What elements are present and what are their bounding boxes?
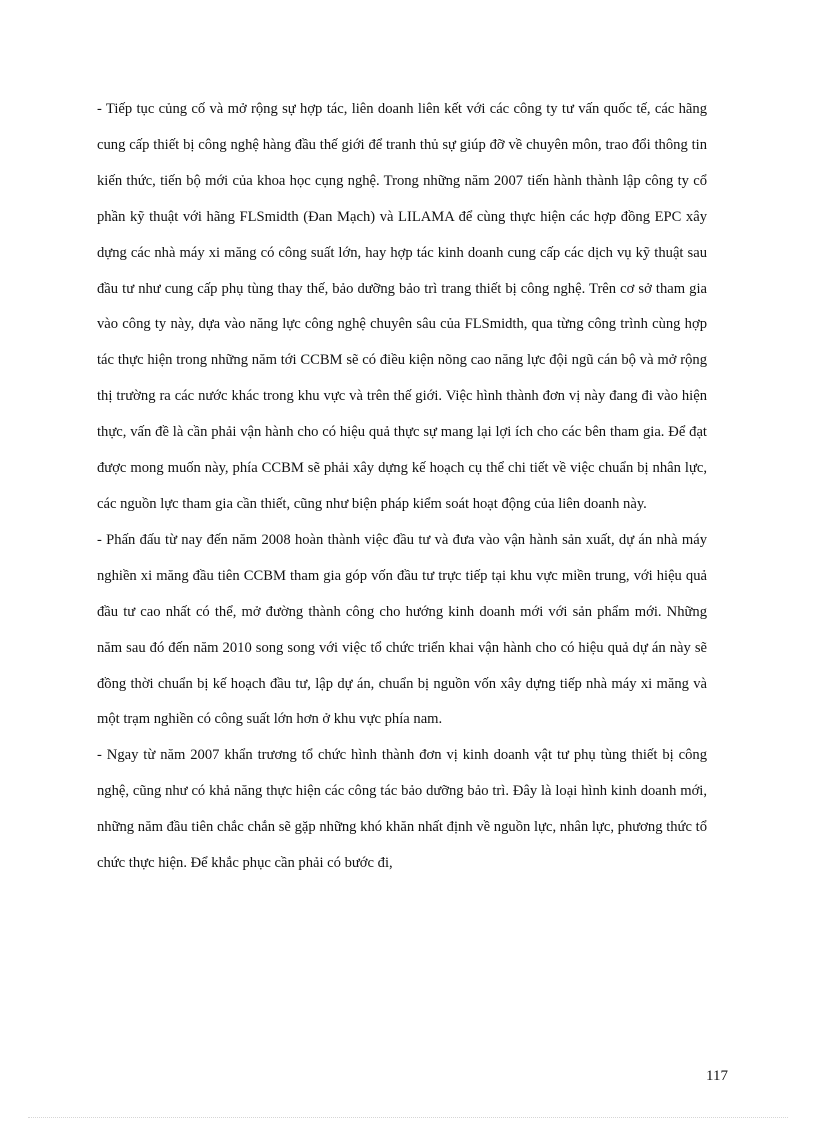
page-number: 117 — [706, 1068, 728, 1084]
paragraph-cooperation: - Tiếp tục củng cố và mở rộng sự hợp tác, liên doanh liên kết với các công ty tư vấn quốc tế, các hãng cung cấp thiết bị công nghệ hàng đầu thế giới để tranh thủ sự giúp đỡ về chuyên môn, trao đổi thông tin kiến thức, tiến bộ mới của khoa học cụng nghệ. Trong những năm 2007 tiến hành thành lập công ty cổ phần kỹ thuật với hãng FLSmidth (Đan Mạch) và LILAMA để cùng thực hiện các hợp đồng EPC xây dựng các nhà máy xi măng có công suất lớn, hay hợp tác kinh doanh cung cấp các dịch vụ kỹ thuật sau đầu tư như cung cấp phụ tùng thay thế, bảo dưỡng bảo trì trang thiết bị công nghệ. Trên cơ sở tham gia vào công ty này, dựa vào năng lực công nghệ chuyên sâu của FLSmidth, qua từng công trình cùng hợp tác thực hiện trong những năm tới CCBM sẽ có điều kiện nõng cao năng lực đội ngũ cán bộ và mở rộng thị trường ra các nước khác trong khu vực và trên thế giới. Việc hình thành đơn vị này đang đi vào hiện thực, vấn đề là cần phải vận hành cho có hiệu quả thực sự mang lại lợi ích cho các bên tham gia. Để đạt được mong muốn này, phía CCBM sẽ phải xây dựng kế hoạch cụ thể chi tiết về việc chuẩn bị nhân lực, các nguồn lực tham gia cần thiết, cũng như biện pháp kiểm soát hoạt động của liên doanh này. — [97, 101, 707, 512]
page-bottom-border — [28, 1117, 788, 1118]
paragraph-spare-parts: - Ngay từ năm 2007 khẩn trương tổ chức hình thành đơn vị kinh doanh vật tư phụ tùng thiết bị công nghệ, cũng như có khả năng thực hiện các công tác bảo dưỡng bảo trì. Đây là loại hình kinh doanh mới, những năm đầu tiên chắc chắn sẽ gặp những khó khăn nhất định về nguồn lực, nhân lực, phương thức tổ chức thực hiện. Để khắc phục cần phải có bước đi, — [97, 747, 707, 872]
paragraph-grinding-plant: - Phấn đấu từ nay đến năm 2008 hoàn thành việc đầu tư và đưa vào vận hành sản xuất, dự án nhà máy nghiền xi măng đầu tiên CCBM tham gia góp vốn đầu tư trực tiếp tại khu vực miền trung, với hiệu quả đầu tư cao nhất có thể, mở đường thành công cho hướng kinh doanh mới với sản phẩm mới. Những năm sau đó đến năm 2010 song song với việc tổ chức triển khai vận hành cho có hiệu quả dự án này sẽ đồng thời chuẩn bị kế hoạch đầu tư, lập dự án, chuẩn bị nguồn vốn xây dựng tiếp nhà máy xi măng và một trạm nghiền có công suất lớn hơn ở khu vực phía nam. — [97, 531, 707, 728]
body-text — [97, 92, 707, 882]
